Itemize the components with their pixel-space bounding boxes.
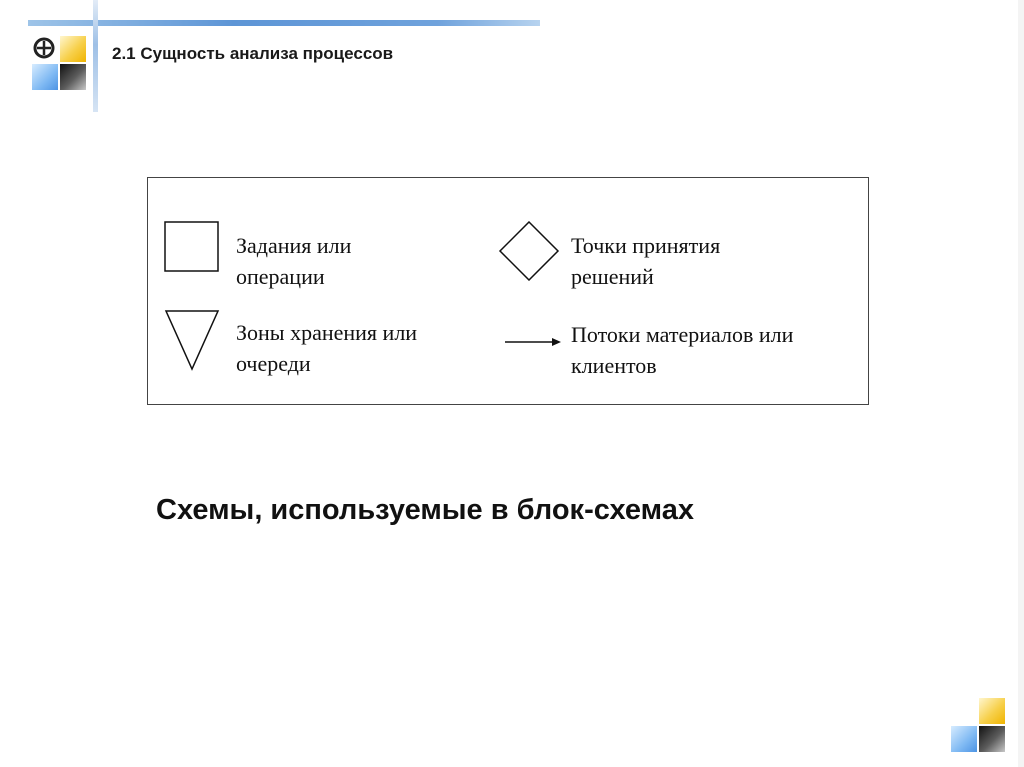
header-vertical-rule	[93, 0, 98, 112]
flowchart-legend	[147, 177, 869, 405]
triangle-icon	[164, 309, 220, 371]
yellow-square-icon	[979, 698, 1005, 724]
arrow-icon	[503, 335, 563, 349]
legend-label-storage: Зоны хранения или очереди	[236, 320, 418, 376]
legend-label-flows: Потоки материалов или клиентов	[571, 322, 794, 378]
yellow-square-icon	[60, 36, 86, 62]
diamond-icon	[498, 221, 560, 281]
header-rule	[28, 20, 540, 26]
legend-label-decisions: Точки принятия решений	[571, 233, 721, 289]
slide-caption: Схемы, используемые в блок-схемах	[156, 494, 694, 526]
gray-square-icon	[60, 64, 86, 90]
legend-label-operations: Задания или операции	[236, 233, 352, 289]
blue-square-icon	[951, 726, 977, 752]
right-edge-strip	[1018, 0, 1024, 767]
blue-square-icon	[32, 64, 58, 90]
page-title: 2.1 Сущность анализа процессов	[112, 44, 394, 63]
gray-square-icon	[979, 726, 1005, 752]
square-icon	[164, 221, 220, 273]
logo-icon	[32, 36, 56, 60]
